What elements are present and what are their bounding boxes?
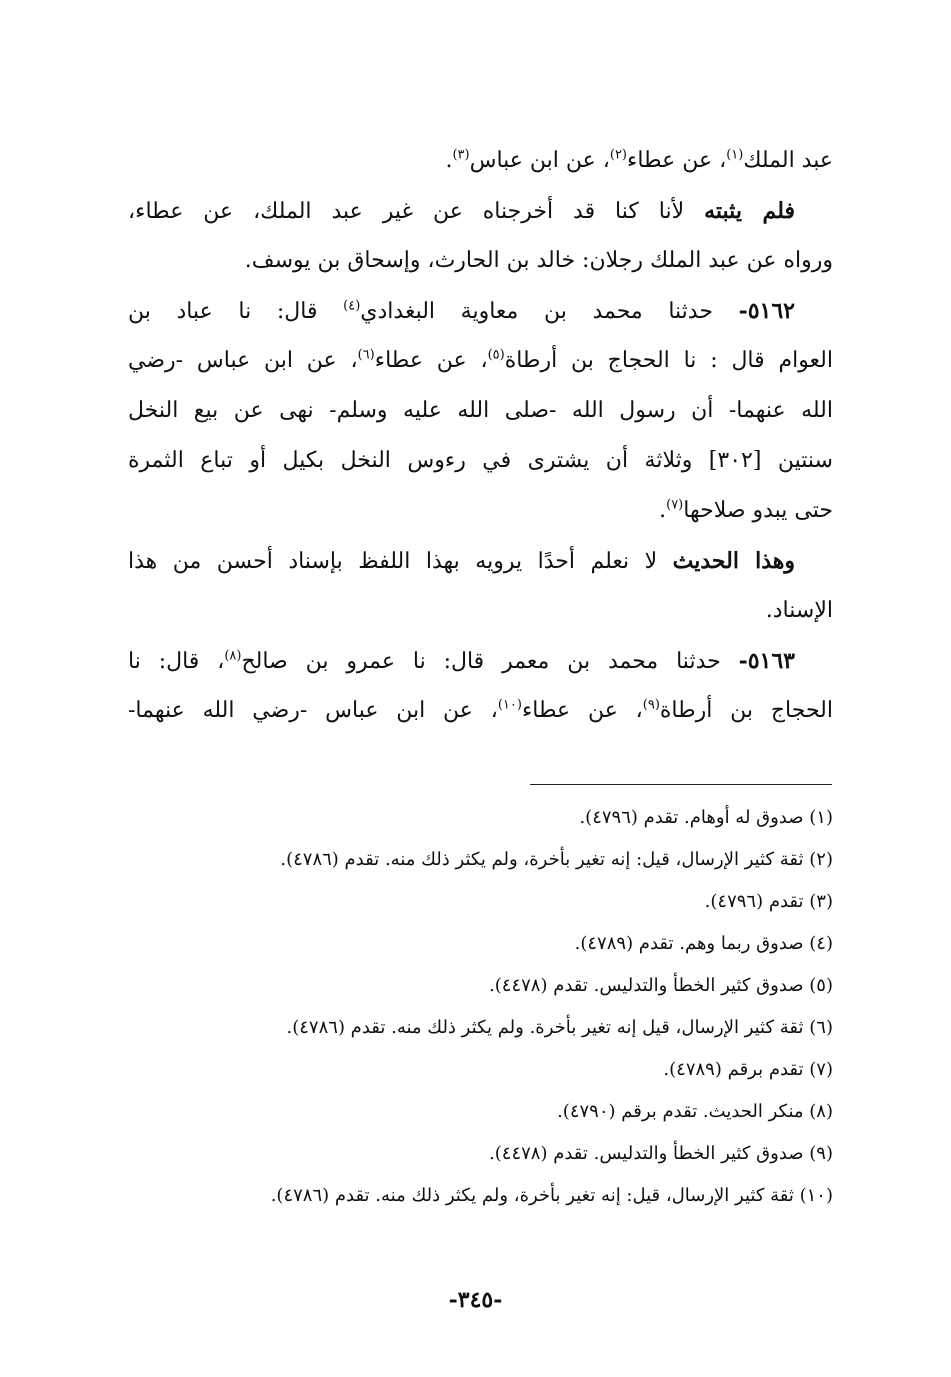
footnote-ref: (٦) (357, 347, 375, 363)
text-run: ، عن ابن عباس -رضي الله عنهما- (128, 698, 498, 723)
footnote-ref: (٨) (224, 648, 242, 664)
hadith-number: ٥١٦٢- (738, 298, 795, 324)
text-line-1 (128, 145, 833, 195)
footnote-ref: (٩) (642, 697, 660, 713)
text-line-6 (128, 395, 833, 445)
text-run: الإسناد. (765, 598, 833, 623)
footnote-6: (٦) ثقة كثير الإرسال، قيل إنه تغير بأخرة. ولم يكثر ذلك منه. تقدم (٤٧٨٦). (286, 1017, 833, 1038)
footnote-separator (530, 784, 832, 785)
footnote-ref: (٤) (343, 298, 361, 314)
footnote-ref: (١٠) (497, 697, 522, 713)
footnote-ref: (٥) (487, 347, 505, 363)
text-run: الله عنهما- أن رسول الله -صلى الله عليه وسلم- نهى عن بيع النخل (128, 398, 833, 423)
footnote-3: (٣) تقدم (٤٧٩٦). (704, 891, 833, 912)
text-line-12 (128, 695, 833, 745)
text-run: ، قال: نا (128, 649, 225, 674)
text-run: . (659, 498, 667, 523)
text-run: . (445, 148, 453, 173)
text-run: ورواه عن عبد الملك رجلان: خالد بن الحارث، وإسحاق بن يوسف. (244, 248, 833, 273)
text-run: لأنا كنا قد أخرجناه عن غير عبد الملك، عن عطاء، (128, 199, 705, 224)
text-line-3 (128, 245, 833, 295)
main-text (128, 145, 833, 745)
page-number: -٣٤٥- (448, 1287, 503, 1313)
text-run: ، عن عطاء (627, 148, 727, 173)
text-run: حتى يبدو صلاحها (683, 498, 833, 523)
footnote-8: (٨) منكر الحديث. تقدم برقم (٤٧٩٠). (557, 1101, 833, 1122)
text-line-8 (128, 495, 833, 545)
footnote-1: (١) صدوق له أوهام. تقدم (٤٧٩٦). (579, 807, 833, 828)
text-run: ، عن ابن عباس (469, 148, 610, 173)
text-run: الحجاج بن أرطاة (659, 698, 833, 723)
text-run: قال: نا عباد بن (128, 299, 344, 324)
text-run: ، عن عطاء (374, 348, 488, 373)
footnotes (128, 804, 833, 1224)
text-line-4 (128, 295, 833, 345)
footnote-9: (٩) صدوق كثير الخطأ والتدليس. تقدم (٤٤٧٨). (489, 1143, 833, 1164)
footnote-ref: (١) (726, 147, 744, 163)
footnote-ref: (٣) (452, 147, 470, 163)
text-run: حدثنا محمد بن معاوية البغدادي (360, 299, 739, 324)
footnote-4: (٤) صدوق ربما وهم. تقدم (٤٧٨٩). (574, 933, 833, 954)
text-line-11 (128, 645, 833, 695)
footnote-2: (٢) ثقة كثير الإرسال، قيل: إنه تغير بأخرة، ولم يكثر ذلك منه. تقدم (٤٧٨٦). (280, 849, 833, 870)
text-run: سنتين [٣٠٢] وثلاثة أن يشترى في رءوس النخل بكيل أو تباع الثمرة (128, 448, 833, 473)
text-run: العوام قال : نا الحجاج بن أرطاة (504, 348, 833, 373)
footnote-ref: (٢) (609, 147, 627, 163)
bold-phrase: وهذا الحديث (672, 548, 795, 574)
bold-phrase: فلم يثبته (704, 198, 795, 224)
text-line-10 (128, 595, 833, 645)
text-line-5 (128, 345, 833, 395)
text-run: لا نعلم أحدًا يرويه بهذا اللفظ بإسناد أحسن من هذا (128, 549, 673, 574)
text-run: حدثنا محمد بن معمر قال: نا عمرو بن صالح (241, 649, 739, 674)
footnote-10: (١٠) ثقة كثير الإرسال، قيل: إنه تغير بأخرة، ولم يكثر ذلك منه. تقدم (٤٧٨٦). (270, 1185, 833, 1206)
text-line-7 (128, 445, 833, 495)
footnote-ref: (٧) (666, 497, 684, 513)
hadith-number: ٥١٦٣- (738, 648, 795, 674)
footnote-7: (٧) تقدم برقم (٤٧٨٩). (663, 1059, 833, 1080)
text-line-2 (128, 195, 833, 245)
text-run: ، عن ابن عباس -رضي (128, 348, 358, 373)
text-run: عبد الملك (743, 148, 833, 173)
footnote-5: (٥) صدوق كثير الخطأ والتدليس. تقدم (٤٤٧٨). (489, 975, 833, 996)
text-line-9 (128, 545, 833, 595)
text-run: ، عن عطاء (521, 698, 643, 723)
